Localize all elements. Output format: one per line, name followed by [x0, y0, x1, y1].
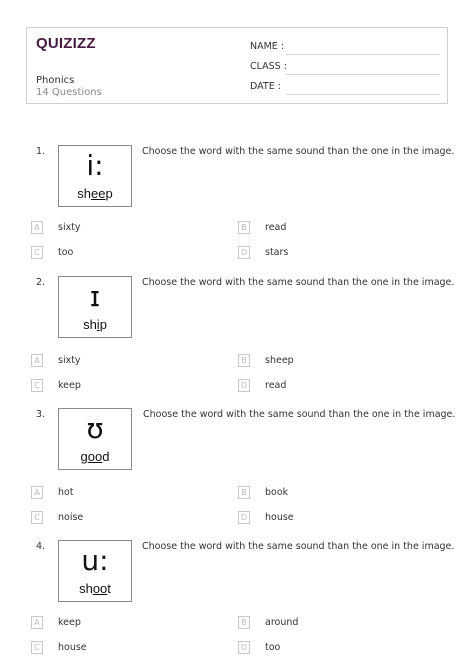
phoneme-image [58, 540, 132, 602]
question-prompt: Choose the word with the same sound than the one in the image. [142, 277, 455, 288]
class-label: CLASS : [250, 61, 287, 72]
phoneme-symbol: u: [81, 544, 109, 577]
name-field[interactable] [250, 41, 440, 55]
question-number: 3. [36, 409, 46, 420]
class-line [286, 74, 440, 75]
name-label: NAME : [250, 41, 285, 52]
date-label: DATE : [250, 81, 281, 92]
example-word: ship [83, 317, 107, 332]
question-prompt: Choose the word with the same sound than the one in the image. [142, 146, 455, 157]
phoneme-image [58, 145, 132, 207]
phoneme-symbol: ɪ [89, 280, 101, 313]
question-number: 2. [36, 277, 46, 288]
example-word: shoot [79, 581, 111, 596]
worksheet-title: Phonics [36, 75, 75, 86]
question-prompt: Choose the word with the same sound than the one in the image. [142, 541, 455, 552]
question-number: 4. [36, 541, 46, 552]
question-number: 1. [36, 146, 46, 157]
phoneme-symbol: i: [86, 149, 104, 182]
phoneme-image [58, 276, 132, 338]
question-count: 14 Questions [36, 87, 102, 98]
phoneme-image [58, 408, 132, 470]
question-prompt: Choose the word with the same sound than the one in the image. [143, 409, 456, 420]
worksheet-header [26, 27, 448, 104]
class-field[interactable] [250, 61, 440, 75]
name-line [286, 54, 440, 55]
example-word: good [80, 449, 110, 464]
quizizz-logo: QUIZIZZ [36, 35, 96, 52]
date-field[interactable] [250, 81, 440, 95]
example-word: sheep [77, 186, 113, 201]
date-line [286, 94, 440, 95]
phoneme-symbol: ʊ [86, 412, 104, 445]
